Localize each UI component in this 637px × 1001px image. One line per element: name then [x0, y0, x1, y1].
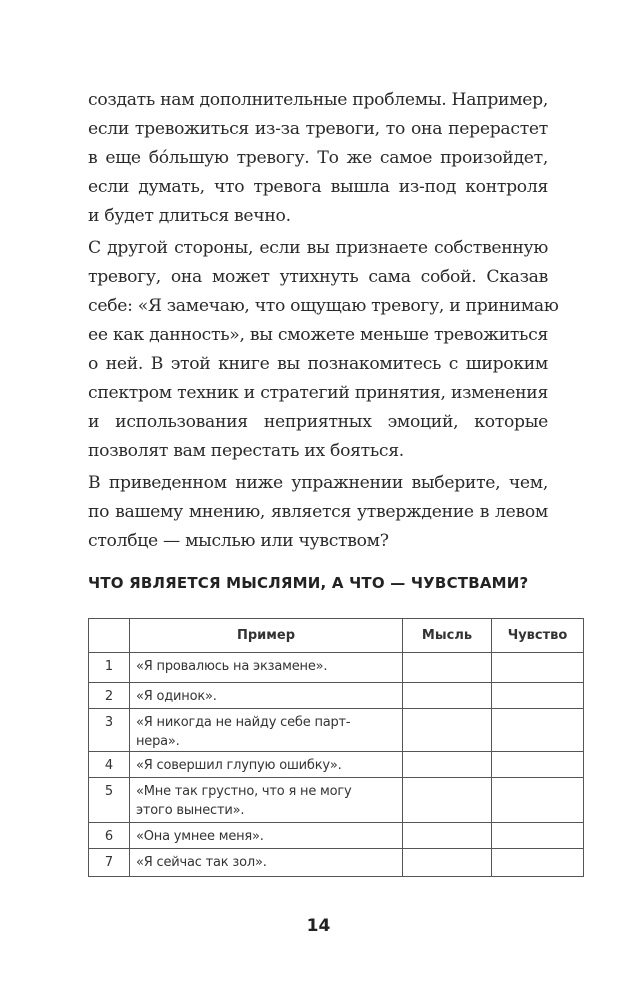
page-number: 14	[306, 916, 331, 936]
row-example: «Мне так грустно, что я не могу этого вынести».	[130, 778, 403, 823]
header-feeling: Чувство	[492, 619, 584, 653]
thought-cell[interactable]	[403, 709, 492, 752]
table-row	[89, 752, 584, 778]
paragraph-3	[88, 469, 548, 556]
thought-cell[interactable]	[403, 752, 492, 778]
row-number: 3	[89, 709, 130, 752]
feeling-cell[interactable]	[492, 752, 584, 778]
feeling-cell[interactable]	[492, 683, 584, 709]
row-example: «Я никогда не найду себе парт-нера».	[130, 709, 403, 752]
thought-cell[interactable]	[403, 823, 492, 849]
feeling-cell[interactable]	[492, 849, 584, 877]
text-line: спектром техник и стратегий принятия, изменения	[88, 383, 548, 403]
text-line: себе: «Я замечаю, что ощущаю тревогу, и принимаю	[88, 296, 559, 316]
paragraph-2	[88, 234, 559, 466]
table-row	[89, 653, 584, 683]
text-line: С другой стороны, если вы признаете собственную	[88, 238, 548, 258]
text-line: если думать, что тревога вышла из-под контроля	[88, 177, 548, 197]
text-line: столбце — мыслью или чувством?	[88, 531, 389, 551]
thought-cell[interactable]	[403, 653, 492, 683]
text-line: в еще бо́льшую тревогу. То же самое произойдет,	[88, 148, 548, 168]
row-example: «Я сейчас так зол».	[130, 849, 403, 877]
text-line: и будет длиться вечно.	[88, 206, 291, 226]
exercise-heading: ЧТО ЯВЛЯЕТСЯ МЫСЛЯМИ, А ЧТО — ЧУВСТВАМИ?	[88, 574, 529, 592]
text-line: позволят вам перестать их бояться.	[88, 441, 404, 461]
text-line: ее как данность», вы сможете меньше тревожиться	[88, 325, 548, 345]
text-line: если тревожиться из-за тревоги, то она перерастет	[88, 119, 548, 139]
feeling-cell[interactable]	[492, 653, 584, 683]
thought-cell[interactable]	[403, 683, 492, 709]
table-row	[89, 709, 584, 752]
feeling-cell[interactable]	[492, 778, 584, 823]
feeling-cell[interactable]	[492, 709, 584, 752]
table-row	[89, 823, 584, 849]
table-header-row	[89, 619, 584, 653]
text-line: создать нам дополнительные проблемы. Например,	[88, 90, 548, 110]
table-row	[89, 849, 584, 877]
row-number: 1	[89, 653, 130, 683]
row-number: 7	[89, 849, 130, 877]
header-thought: Мысль	[403, 619, 492, 653]
paragraph-1	[88, 86, 548, 231]
table-row	[89, 683, 584, 709]
thought-cell[interactable]	[403, 849, 492, 877]
header-example: Пример	[130, 619, 403, 653]
row-number: 2	[89, 683, 130, 709]
row-example: «Она умнее меня».	[130, 823, 403, 849]
table-row	[89, 778, 584, 823]
thought-cell[interactable]	[403, 778, 492, 823]
feeling-cell[interactable]	[492, 823, 584, 849]
exercise-table	[88, 618, 584, 877]
row-number: 5	[89, 778, 130, 823]
row-number: 6	[89, 823, 130, 849]
row-example: «Я одинок».	[130, 683, 403, 709]
text-line: В приведенном ниже упражнении выберите, чем,	[88, 473, 548, 493]
row-number: 4	[89, 752, 130, 778]
header-number	[89, 619, 130, 653]
row-example: «Я провалюсь на экзамене».	[130, 653, 403, 683]
text-line: по вашему мнению, является утверждение в левом	[88, 502, 548, 522]
text-line: о ней. В этой книге вы познакомитесь с широким	[88, 354, 548, 374]
text-line: и использования неприятных эмоций, которые	[88, 412, 548, 432]
row-example: «Я совершил глупую ошибку».	[130, 752, 403, 778]
text-line: тревогу, она может утихнуть сама собой. Сказав	[88, 267, 548, 287]
